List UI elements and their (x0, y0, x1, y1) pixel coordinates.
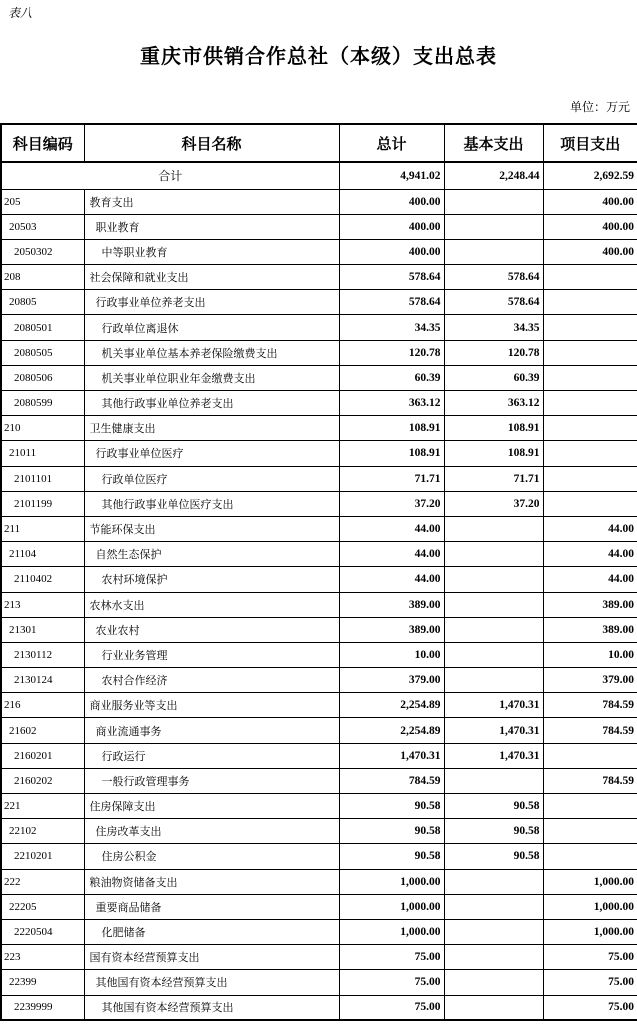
project-expense-cell: 1,000.00 (543, 894, 637, 919)
basic-expense-cell (444, 567, 543, 592)
header-project-expense: 项目支出 (543, 124, 637, 162)
subject-code-cell: 2239999 (1, 995, 84, 1020)
table-row (1, 441, 637, 466)
basic-expense-cell: 90.58 (444, 819, 543, 844)
subject-name-cell: 商业服务业等支出 (84, 693, 339, 718)
project-expense-cell: 1,000.00 (543, 919, 637, 944)
project-expense-cell: 784.59 (543, 718, 637, 743)
grand-total-basic: 2,248.44 (444, 162, 543, 189)
total-cell: 1,000.00 (339, 894, 444, 919)
project-expense-cell: 75.00 (543, 970, 637, 995)
grand-total-row (1, 162, 637, 189)
basic-expense-cell: 108.91 (444, 441, 543, 466)
project-expense-cell: 400.00 (543, 189, 637, 214)
basic-expense-cell (444, 995, 543, 1020)
table-row (1, 239, 637, 264)
total-cell: 1,470.31 (339, 743, 444, 768)
table-header (1, 124, 637, 162)
subject-name-cell: 其他国有资本经营预算支出 (84, 995, 339, 1020)
project-expense-cell (543, 743, 637, 768)
project-expense-cell (543, 491, 637, 516)
subject-name-cell: 机关事业单位基本养老保险缴费支出 (84, 340, 339, 365)
subject-name-cell: 住房公积金 (84, 844, 339, 869)
total-cell: 71.71 (339, 466, 444, 491)
subject-name-cell: 教育支出 (84, 189, 339, 214)
project-expense-cell: 44.00 (543, 567, 637, 592)
basic-expense-cell (444, 894, 543, 919)
total-cell: 2,254.89 (339, 693, 444, 718)
subject-code-cell: 221 (1, 794, 84, 819)
subject-code-cell: 22399 (1, 970, 84, 995)
table-row (1, 945, 637, 970)
subject-code-cell: 21602 (1, 718, 84, 743)
basic-expense-cell (444, 542, 543, 567)
subject-name-cell: 农村合作经济 (84, 668, 339, 693)
basic-expense-cell (444, 617, 543, 642)
total-cell: 379.00 (339, 668, 444, 693)
table-number-label: 表八 (8, 6, 33, 20)
project-expense-cell (543, 441, 637, 466)
basic-expense-cell (444, 945, 543, 970)
subject-name-cell: 商业流通事务 (84, 718, 339, 743)
basic-expense-cell: 578.64 (444, 265, 543, 290)
project-expense-cell: 75.00 (543, 995, 637, 1020)
total-cell: 108.91 (339, 416, 444, 441)
basic-expense-cell (444, 239, 543, 264)
table-row (1, 642, 637, 667)
table-row (1, 668, 637, 693)
subject-name-cell: 住房保障支出 (84, 794, 339, 819)
basic-expense-cell: 37.20 (444, 491, 543, 516)
table-row (1, 693, 637, 718)
project-expense-cell (543, 416, 637, 441)
basic-expense-cell: 34.35 (444, 315, 543, 340)
subject-code-cell: 22102 (1, 819, 84, 844)
table-row (1, 869, 637, 894)
subject-code-cell: 213 (1, 592, 84, 617)
table-row (1, 794, 637, 819)
subject-code-cell: 222 (1, 869, 84, 894)
table-row (1, 290, 637, 315)
subject-name-cell: 其他国有资本经营预算支出 (84, 970, 339, 995)
basic-expense-cell: 1,470.31 (444, 718, 543, 743)
subject-code-cell: 210 (1, 416, 84, 441)
subject-code-cell: 2080501 (1, 315, 84, 340)
basic-expense-cell (444, 919, 543, 944)
project-expense-cell (543, 290, 637, 315)
table-row (1, 995, 637, 1020)
table-row (1, 391, 637, 416)
table-row (1, 466, 637, 491)
total-cell: 1,000.00 (339, 919, 444, 944)
table-row (1, 844, 637, 869)
subject-name-cell: 节能环保支出 (84, 516, 339, 541)
table-row (1, 365, 637, 390)
basic-expense-cell: 71.71 (444, 466, 543, 491)
subject-code-cell: 2110402 (1, 567, 84, 592)
total-cell: 75.00 (339, 970, 444, 995)
subject-code-cell: 2080505 (1, 340, 84, 365)
table-row (1, 768, 637, 793)
subject-code-cell: 208 (1, 265, 84, 290)
basic-expense-cell (444, 189, 543, 214)
subject-code-cell: 2080506 (1, 365, 84, 390)
total-cell: 75.00 (339, 995, 444, 1020)
subject-code-cell: 211 (1, 516, 84, 541)
subject-code-cell: 22205 (1, 894, 84, 919)
subject-code-cell: 2101101 (1, 466, 84, 491)
project-expense-cell: 10.00 (543, 642, 637, 667)
subject-code-cell: 2130112 (1, 642, 84, 667)
subject-name-cell: 社会保障和就业支出 (84, 265, 339, 290)
total-cell: 400.00 (339, 214, 444, 239)
subject-name-cell: 农林水支出 (84, 592, 339, 617)
project-expense-cell: 379.00 (543, 668, 637, 693)
subject-name-cell: 其他行政事业单位医疗支出 (84, 491, 339, 516)
basic-expense-cell: 120.78 (444, 340, 543, 365)
page-title: 重庆市供销合作总社（本级）支出总表 (140, 46, 497, 68)
table-row (1, 819, 637, 844)
total-cell: 44.00 (339, 567, 444, 592)
subject-code-cell: 21011 (1, 441, 84, 466)
table-row (1, 315, 637, 340)
total-cell: 389.00 (339, 617, 444, 642)
subject-name-cell: 农业农村 (84, 617, 339, 642)
basic-expense-cell (444, 869, 543, 894)
subject-name-cell: 农村环境保护 (84, 567, 339, 592)
table-row (1, 265, 637, 290)
project-expense-cell: 75.00 (543, 945, 637, 970)
total-cell: 578.64 (339, 265, 444, 290)
project-expense-cell: 784.59 (543, 768, 637, 793)
table-body (1, 162, 637, 1020)
subject-code-cell: 20503 (1, 214, 84, 239)
table-row (1, 214, 637, 239)
subject-code-cell: 2101199 (1, 491, 84, 516)
basic-expense-cell: 108.91 (444, 416, 543, 441)
table-row (1, 416, 637, 441)
subject-name-cell: 粮油物资储备支出 (84, 869, 339, 894)
unit-note: 单位：万元 (569, 100, 630, 114)
subject-name-cell: 化肥储备 (84, 919, 339, 944)
table-row (1, 592, 637, 617)
table-row (1, 516, 637, 541)
project-expense-cell (543, 844, 637, 869)
total-cell: 108.91 (339, 441, 444, 466)
subject-name-cell: 重要商品储备 (84, 894, 339, 919)
subject-name-cell: 行政单位医疗 (84, 466, 339, 491)
table-row (1, 617, 637, 642)
subject-name-cell: 国有资本经营预算支出 (84, 945, 339, 970)
header-row (1, 124, 637, 162)
total-cell: 400.00 (339, 189, 444, 214)
project-expense-cell (543, 794, 637, 819)
project-expense-cell: 44.00 (543, 542, 637, 567)
basic-expense-cell (444, 668, 543, 693)
subject-code-cell: 21301 (1, 617, 84, 642)
table-row (1, 340, 637, 365)
subject-name-cell: 住房改革支出 (84, 819, 339, 844)
table-row (1, 567, 637, 592)
grand-total-total: 4,941.02 (339, 162, 444, 189)
table-row (1, 491, 637, 516)
subject-name-cell: 行政事业单位医疗 (84, 441, 339, 466)
subject-code-cell: 2130124 (1, 668, 84, 693)
basic-expense-cell (444, 214, 543, 239)
total-cell: 363.12 (339, 391, 444, 416)
total-cell: 2,254.89 (339, 718, 444, 743)
basic-expense-cell (444, 970, 543, 995)
subject-code-cell: 216 (1, 693, 84, 718)
project-expense-cell: 400.00 (543, 214, 637, 239)
basic-expense-cell (444, 768, 543, 793)
table-row (1, 743, 637, 768)
subject-code-cell: 2080599 (1, 391, 84, 416)
subject-name-cell: 行业业务管理 (84, 642, 339, 667)
basic-expense-cell: 1,470.31 (444, 693, 543, 718)
total-cell: 60.39 (339, 365, 444, 390)
subject-name-cell: 中等职业教育 (84, 239, 339, 264)
subject-name-cell: 卫生健康支出 (84, 416, 339, 441)
project-expense-cell: 44.00 (543, 516, 637, 541)
basic-expense-cell: 90.58 (444, 794, 543, 819)
project-expense-cell: 400.00 (543, 239, 637, 264)
project-expense-cell: 389.00 (543, 592, 637, 617)
total-cell: 1,000.00 (339, 869, 444, 894)
total-cell: 44.00 (339, 542, 444, 567)
project-expense-cell (543, 340, 637, 365)
total-cell: 120.78 (339, 340, 444, 365)
header-total: 总计 (339, 124, 444, 162)
table-row (1, 718, 637, 743)
basic-expense-cell: 90.58 (444, 844, 543, 869)
basic-expense-cell (444, 642, 543, 667)
subject-code-cell: 223 (1, 945, 84, 970)
total-cell: 75.00 (339, 945, 444, 970)
project-expense-cell (543, 365, 637, 390)
subject-code-cell: 2050302 (1, 239, 84, 264)
total-cell: 578.64 (339, 290, 444, 315)
project-expense-cell (543, 315, 637, 340)
project-expense-cell: 389.00 (543, 617, 637, 642)
budget-table (0, 123, 637, 1021)
subject-name-cell: 行政单位离退休 (84, 315, 339, 340)
project-expense-cell: 784.59 (543, 693, 637, 718)
total-cell: 784.59 (339, 768, 444, 793)
subject-code-cell: 2220504 (1, 919, 84, 944)
subject-name-cell: 机关事业单位职业年金缴费支出 (84, 365, 339, 390)
basic-expense-cell: 1,470.31 (444, 743, 543, 768)
project-expense-cell (543, 265, 637, 290)
table-row (1, 542, 637, 567)
total-cell: 400.00 (339, 239, 444, 264)
subject-name-cell: 其他行政事业单位养老支出 (84, 391, 339, 416)
total-cell: 34.35 (339, 315, 444, 340)
project-expense-cell (543, 391, 637, 416)
table-row (1, 970, 637, 995)
subject-name-cell: 行政运行 (84, 743, 339, 768)
project-expense-cell (543, 819, 637, 844)
total-cell: 44.00 (339, 516, 444, 541)
grand-total-project: 2,692.59 (543, 162, 637, 189)
basic-expense-cell (444, 516, 543, 541)
subject-name-cell: 自然生态保护 (84, 542, 339, 567)
total-cell: 389.00 (339, 592, 444, 617)
subject-code-cell: 205 (1, 189, 84, 214)
subject-code-cell: 2160201 (1, 743, 84, 768)
grand-total-label: 合计 (1, 162, 339, 189)
subject-code-cell: 21104 (1, 542, 84, 567)
header-subject-code: 科目编码 (1, 124, 84, 162)
subject-code-cell: 2210201 (1, 844, 84, 869)
total-cell: 90.58 (339, 794, 444, 819)
basic-expense-cell: 578.64 (444, 290, 543, 315)
total-cell: 90.58 (339, 844, 444, 869)
project-expense-cell: 1,000.00 (543, 869, 637, 894)
table-row (1, 189, 637, 214)
basic-expense-cell: 60.39 (444, 365, 543, 390)
total-cell: 90.58 (339, 819, 444, 844)
subject-name-cell: 一般行政管理事务 (84, 768, 339, 793)
total-cell: 37.20 (339, 491, 444, 516)
table-row (1, 894, 637, 919)
project-expense-cell (543, 466, 637, 491)
table-row (1, 919, 637, 944)
subject-code-cell: 20805 (1, 290, 84, 315)
total-cell: 10.00 (339, 642, 444, 667)
subject-name-cell: 职业教育 (84, 214, 339, 239)
header-subject-name: 科目名称 (84, 124, 339, 162)
subject-name-cell: 行政事业单位养老支出 (84, 290, 339, 315)
subject-code-cell: 2160202 (1, 768, 84, 793)
header-basic-expense: 基本支出 (444, 124, 543, 162)
basic-expense-cell (444, 592, 543, 617)
basic-expense-cell: 363.12 (444, 391, 543, 416)
